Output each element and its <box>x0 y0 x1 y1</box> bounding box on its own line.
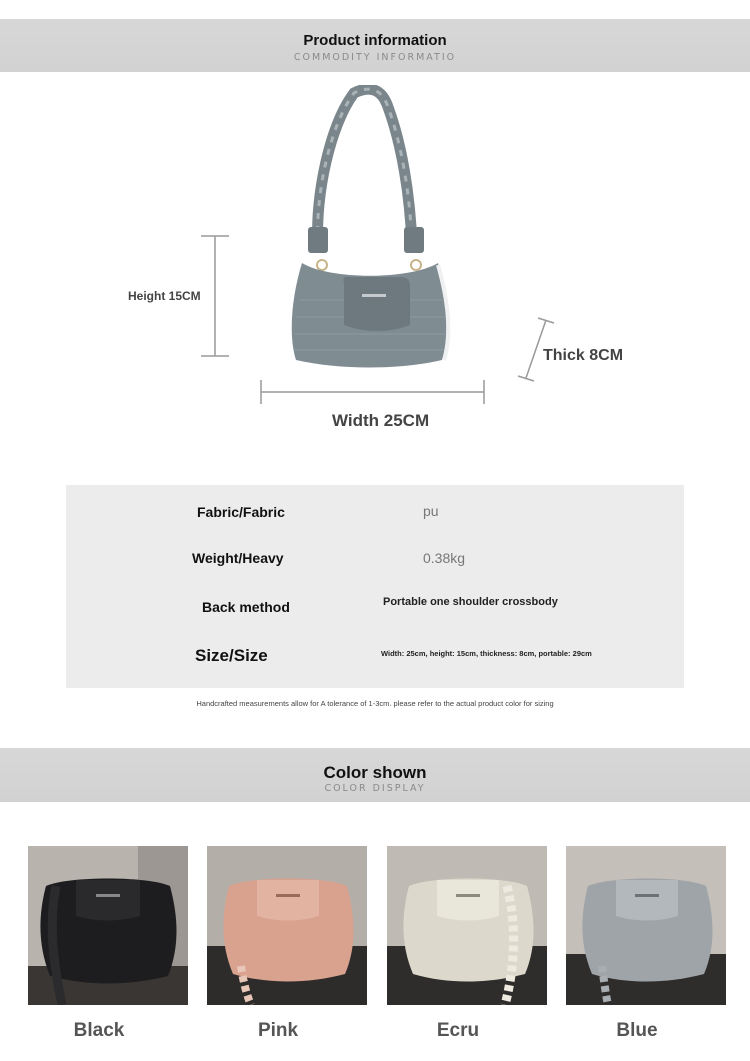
color-label-blue: Blue <box>616 1020 658 1041</box>
spec-value-size: Width: 25cm, height: 15cm, thickness: 8cm, portable: 29cm <box>381 649 592 658</box>
spec-row-fabric <box>66 495 684 535</box>
spec-row-size <box>66 637 684 677</box>
width-label: Width 25CM <box>332 411 430 430</box>
spec-value-fabric: pu <box>423 503 439 519</box>
spec-key-fabric: Fabric/Fabric <box>197 504 285 520</box>
color-shown-banner <box>0 748 750 802</box>
spec-key-back-method: Back method <box>202 599 290 615</box>
product-image <box>270 85 480 375</box>
spec-table <box>66 485 684 688</box>
spec-value-back-method: Portable one shoulder crossbody <box>383 596 558 608</box>
color-label-black: Black <box>73 1020 125 1041</box>
width-marker <box>256 376 490 408</box>
color-swatch-ecru[interactable] <box>387 846 547 1005</box>
product-info-subtitle: COMMODITY INFORMATIO <box>293 52 457 63</box>
color-swatch-black[interactable] <box>28 846 188 1005</box>
color-shown-title: Color shown <box>323 763 427 782</box>
spec-key-size: Size/Size <box>195 646 268 665</box>
color-swatch-blue[interactable] <box>566 846 726 1005</box>
ecru-bag-photo <box>387 846 547 1005</box>
product-info-title: Product information <box>303 32 447 49</box>
spec-row-back-method <box>66 589 684 629</box>
height-marker <box>198 232 232 362</box>
spec-key-weight: Weight/Heavy <box>192 550 284 566</box>
color-label-pink: Pink <box>257 1020 299 1041</box>
height-label: Height 15CM <box>128 289 201 303</box>
color-label-ecru: Ecru <box>436 1020 480 1041</box>
handbag-illustration <box>270 85 480 375</box>
thick-label: Thick 8CM <box>543 347 624 364</box>
spec-row-weight <box>66 541 684 581</box>
blue-bag-photo <box>566 846 726 1005</box>
measurement-note: Handcrafted measurements allow for A tolerance of 1-3cm. please refer to the actual product color for sizing <box>196 699 554 708</box>
pink-bag-photo <box>207 846 367 1005</box>
color-swatch-pink[interactable] <box>207 846 367 1005</box>
product-info-banner <box>0 19 750 72</box>
spec-value-weight: 0.38kg <box>423 550 466 566</box>
color-shown-subtitle: COLOR DISPLAY <box>324 783 426 794</box>
black-bag-photo <box>28 846 188 1005</box>
